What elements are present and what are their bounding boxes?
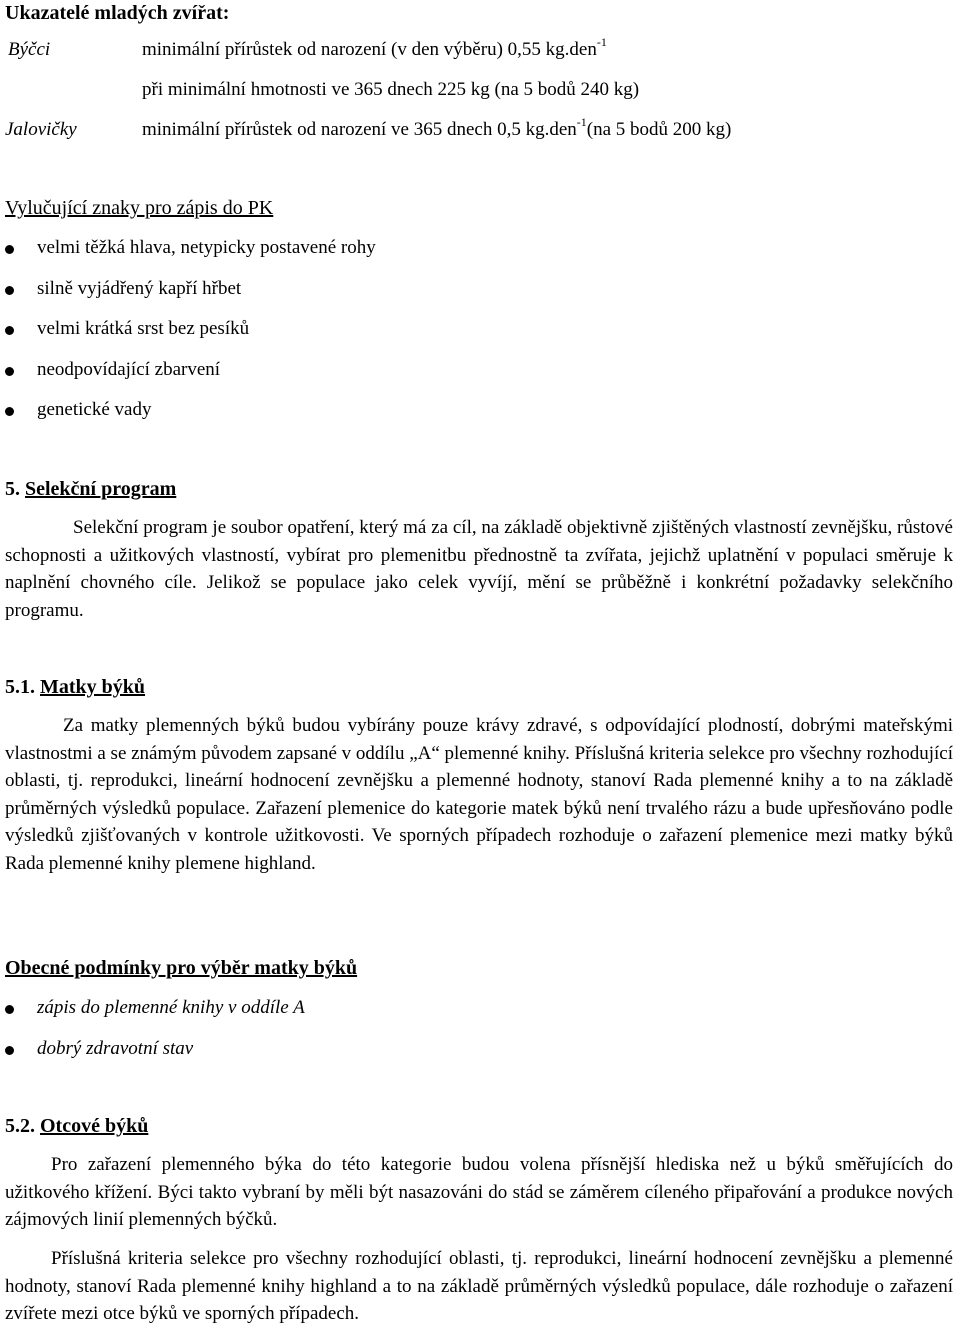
section5-paragraph-text: Selekční program je soubor opatření, který má za cíl, na základě objektivně zjištěných vlastností zevnějšku, růstové schopnosti a užitkových vlastností, vybírat pro plemenitbu přednostně ta zvířata, jejichž uplatnění v populaci směruje k naplnění chovného cíle. Jelikož se populace jako celek vyvíjí, mění se průběžně i konkrétní požadavky selekčního programu.: [5, 517, 953, 621]
bullet-icon: [5, 286, 14, 295]
exclusion-heading: Vylučující znaky pro zápis do PK: [5, 197, 274, 219]
list-item: [0, 988, 305, 1029]
list-item: [0, 350, 376, 391]
bullet-icon: [5, 1005, 14, 1014]
list-item-text: silně vyjádřený kapří hřbet: [37, 277, 242, 299]
heifers-line-sup: -1: [576, 114, 587, 129]
list-item-text: genetické vady: [37, 399, 152, 420]
indicators-title: Ukazatelé mladých zvířat:: [5, 2, 230, 24]
general-conditions-heading: Obecné podmínky pro výběr matky býků: [5, 957, 358, 979]
heifers-row: [5, 116, 945, 143]
section52-paragraph1: [5, 1151, 953, 1234]
section5-paragraph: [5, 514, 953, 624]
heifers-label: Jalovičky: [5, 119, 77, 140]
section51-paragraph: [5, 712, 953, 878]
list-item-text: dobrý zdravotní stav: [37, 1037, 194, 1059]
section52-paragraph2-text: Příslušná kriteria selekce pro všechny rozhodující oblasti, tj. reprodukci, lineární hodnocení zevnějšku a plemenné hodnoty, stanoví Rada plemenné knihy highland a to na základě průměrných výsledků populace, dále rozhoduje o zařazení zvířete mezi otce býků ve sporných případech.: [5, 1248, 953, 1325]
list-item-text: velmi těžká hlava, netypicky postavené rohy: [37, 237, 376, 258]
section52-paragraph1-text: Pro zařazení plemenného býka do této kategorie budou volena přísnější hlediska než u býků směřujících do užitkového křížení. Býci takto vybraní by měli být nasazováni do stád se záměrem cíleného připařování a produkce nových zájmových linií plemenných býčků.: [5, 1154, 953, 1231]
exclusion-list: [0, 228, 376, 431]
section51-heading: [5, 674, 145, 701]
bullet-icon: [5, 326, 14, 335]
bulls-line1: [142, 36, 607, 63]
list-item-text: neodpovídající zbarvení: [37, 358, 221, 380]
bullet-icon: [5, 245, 14, 254]
list-item: [0, 228, 376, 269]
section52-paragraph2: [5, 1245, 953, 1328]
bullet-icon: [5, 1046, 14, 1055]
general-conditions-list: [0, 988, 305, 1069]
bullet-icon: [5, 407, 14, 416]
list-item-text: zápis do plemenné knihy v oddíle A: [37, 997, 305, 1018]
list-item-text: velmi krátká srst bez pesíků: [37, 318, 250, 339]
list-item: [0, 1029, 305, 1070]
heifers-line-text-b: (na 5 bodů 200 kg): [586, 119, 732, 140]
bulls-label: Býčci: [8, 39, 51, 60]
bulls-line1-sup: -1: [596, 34, 607, 49]
list-item: [0, 269, 376, 310]
bullet-icon: [5, 367, 14, 376]
bulls-line1-text: minimální přírůstek od narození (v den výběru) 0,55 kg.den: [142, 39, 597, 60]
section51-paragraph-text: Za matky plemenných býků budou vybírány pouze krávy zdravé, s odpovídající plodností, dobrými mateřskými vlastnostmi a se známým původem zapsané v oddílu „A“ plemenné knihy. Příslušná kriteria selekce pro všechny rozhodující oblasti, tj. reprodukci, lineární hodnocení zevnějšku a plemenné hodnoty, stanoví Rada plemenné knihy a to na základě průměrných výsledků populace. Zařazení plemenice do kategorie matek býků není trvalého rázu a bude upřesňováno podle výsledků zjišťovaných v kontrole užitkovosti. Ve sporných případech rozhoduje o zařazení plemenice mezi matky býků Rada plemenné knihy plemene highland.: [5, 715, 953, 874]
section51-title: Matky býků: [40, 676, 146, 698]
section52-number: 5.2.: [5, 1115, 35, 1137]
section52-heading: [5, 1113, 148, 1140]
section5-number: 5.: [5, 478, 20, 500]
bulls-row: [8, 36, 948, 63]
list-item: [0, 309, 376, 350]
heifers-line-text-a: minimální přírůstek od narození ve 365 dnech 0,5 kg.den: [142, 119, 577, 140]
section51-number: 5.1.: [5, 676, 35, 698]
section5-heading: [5, 476, 176, 503]
bulls-line2: při minimální hmotnosti ve 365 dnech 225 kg (na 5 bodů 240 kg): [142, 79, 640, 100]
heifers-line: [142, 116, 731, 143]
section5-title: Selekční program: [25, 478, 177, 500]
section52-title: Otcové býků: [40, 1115, 149, 1137]
list-item: [0, 390, 376, 431]
